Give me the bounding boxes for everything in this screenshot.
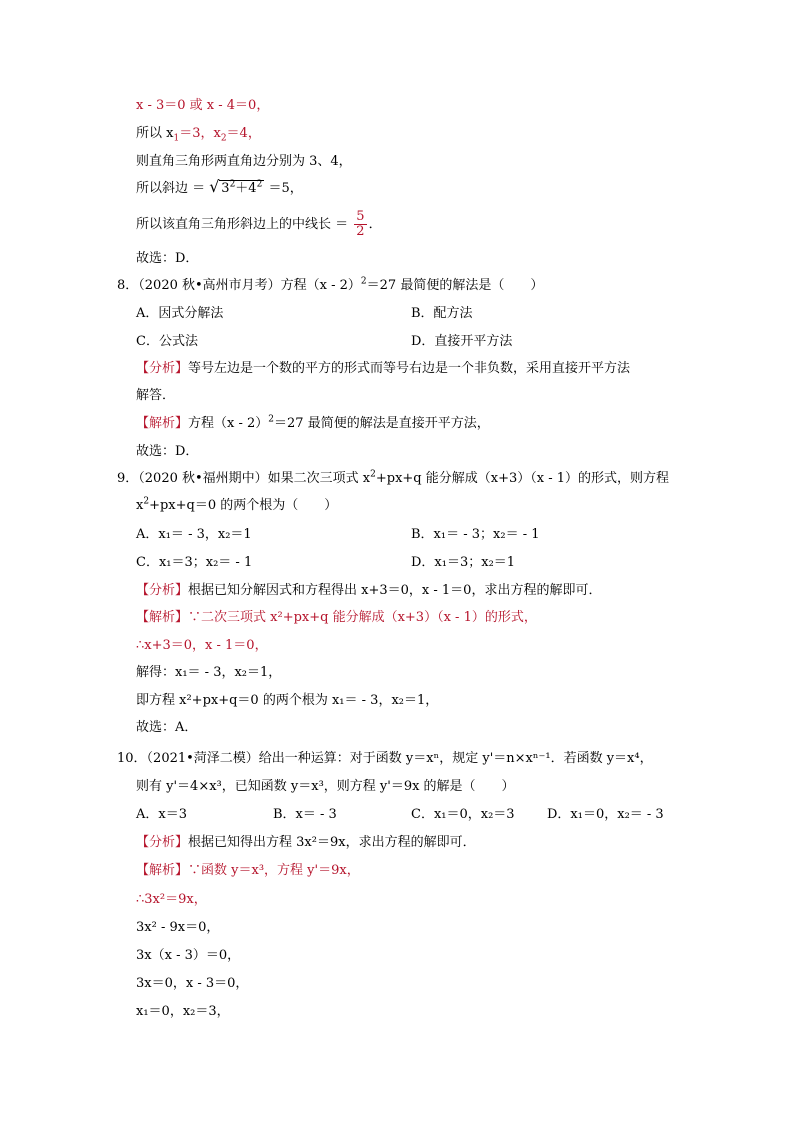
- solution-line: 3x² - 9x＝0，: [136, 920, 220, 935]
- solution-line: x - 3＝0 或 x - 4＝0，: [136, 98, 270, 113]
- option-d: D．直接开平方法: [411, 334, 513, 349]
- sqrt-expression: √ $3^2+4^2$: [209, 177, 263, 196]
- option-b: B．配方法: [411, 306, 473, 321]
- answer-line: 故选：D．: [136, 444, 199, 459]
- question-9-stem: $x^2+px+q=0$ 的两个根为（ ）: [136, 496, 338, 513]
- option-c: C．x₁＝0，x₂＝3: [411, 807, 515, 822]
- solution-line: 3x（x - 3）＝0，: [136, 948, 241, 963]
- analysis-line: 【分析】等号左边是一个数的平方的形式而等号右边是一个非负数，采用直接开平方法: [136, 361, 631, 376]
- option-c: C．公式法: [136, 334, 198, 349]
- solution-line: 3x＝0，x - 3＝0，: [136, 976, 249, 991]
- analysis-line: 【分析】根据已知分解因式和方程得出 x+3＝0，x - 1＝0，求出方程的解即可．: [136, 583, 602, 598]
- option-a: A．因式分解法: [136, 306, 224, 321]
- analysis-line: 解答．: [136, 388, 176, 403]
- option-a: A．x＝3: [136, 807, 187, 822]
- solution-line: ∴3x²＝9x，: [136, 892, 207, 907]
- fraction: $\frac{5}{2}$: [356, 209, 365, 239]
- option-b: B．x＝ - 3: [273, 807, 337, 822]
- option-d: D．x₁＝0，x₂＝ - 3: [547, 807, 664, 822]
- solution-line: 则直角三角形两直角边分别为 3、4，: [136, 154, 352, 169]
- answer-line: 故选：A．: [136, 720, 198, 735]
- solution-line: 【解析】∵二次三项式 x²+px+q 能分解成（x+3）（x - 1）的形式，: [136, 610, 537, 625]
- question-10-stem: 则有 y'＝4×x³，已知函数 y＝x³，则方程 y'＝9x 的解是（ ）: [136, 779, 515, 794]
- solution-line: 所以该直角三角形斜边上的中线长 ＝ $\frac{5}{2}$ ．: [136, 209, 382, 239]
- solution-line: 【解析】方程（x - 2）$^2$＝27 最简便的解法是直接开平方法，: [136, 414, 490, 431]
- solution-line: 即方程 x²+px+q＝0 的两个根为 x₁＝ - 3，x₂＝1，: [136, 693, 439, 708]
- solution-line: 所以斜边 ＝ √ $3^2+4^2 =5$，: [136, 177, 303, 196]
- question-9-stem: 9．（2020 秋•福州期中）如果二次三项式 $x^2+px+q$ 能分解成（x+3）（x - 1）的形式，则方程: [117, 469, 670, 486]
- question-10-stem: 10．（2021•菏泽二模）给出一种运算：对于函数 y＝xⁿ，规定 y'＝n×xⁿ⁻¹．若函数 y＝x⁴，: [117, 751, 653, 766]
- solution-line: 【解析】∵函数 y＝x³，方程 y'＝9x，: [136, 863, 360, 878]
- option-c: C．x₁＝3；x₂＝ - 1: [136, 555, 253, 570]
- answer-line: 故选：D．: [136, 251, 199, 266]
- solution-line: 所以 $x_1=3$，$x_2=4$，: [136, 126, 261, 144]
- option-b: B．x₁＝ - 3；x₂＝ - 1: [411, 527, 540, 542]
- analysis-line: 【分析】根据已知得出方程 3x²＝9x，求出方程的解即可．: [136, 835, 476, 850]
- solution-line: 解得：x₁＝ - 3，x₂＝1，: [136, 665, 282, 680]
- solution-line: ∴x+3＝0，x - 1＝0，: [136, 638, 268, 653]
- solution-line: x₁＝0，x₂＝3，: [136, 1004, 230, 1019]
- option-d: D．x₁＝3；x₂＝1: [411, 555, 516, 570]
- question-8-stem: 8．（2020 秋•高州市月考）方程（x - 2）$^2$＝27 最简便的解法是（ ）: [117, 276, 544, 293]
- option-a: A．x₁＝ - 3，x₂＝1: [136, 527, 252, 542]
